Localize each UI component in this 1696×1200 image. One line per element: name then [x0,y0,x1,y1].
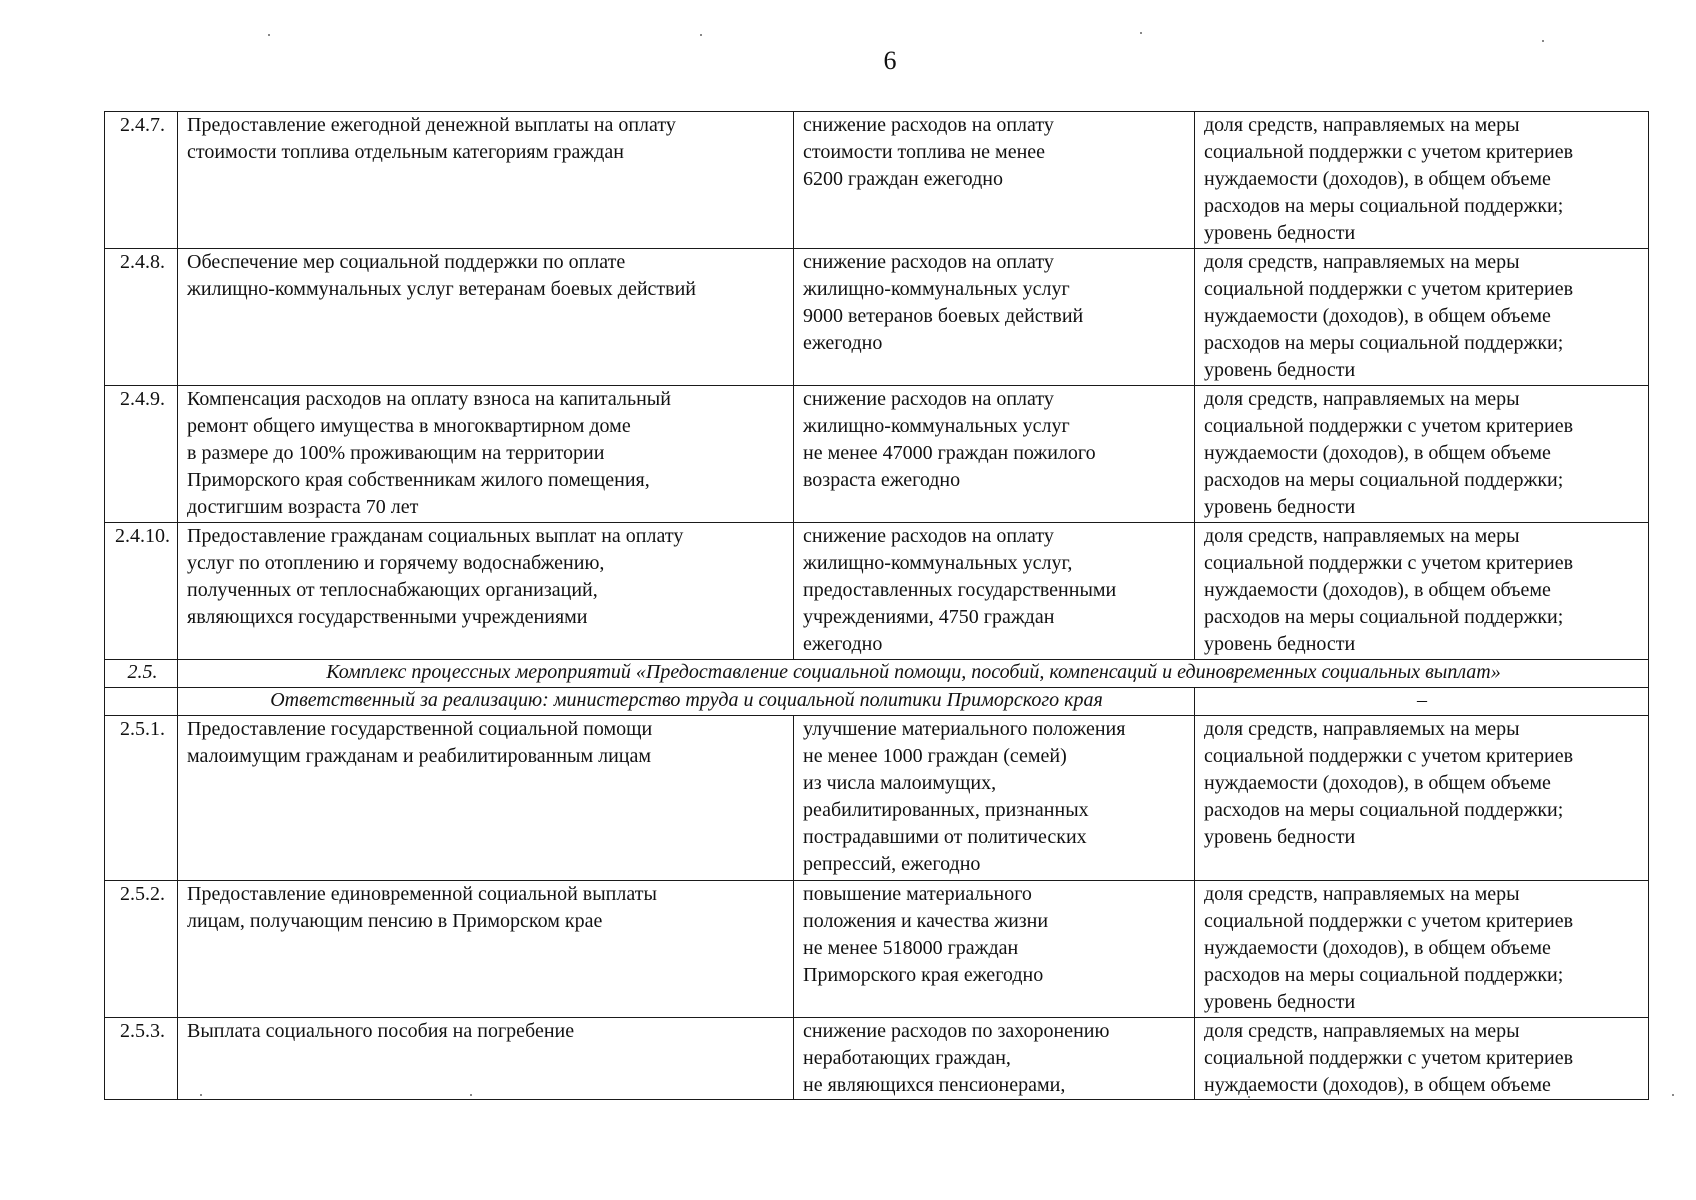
expected-result: снижение расходов на оплату жилищно-коммунальных услуг не менее 47000 граждан пожилого возраста ежегодно [794,386,1195,523]
section-header-row [105,660,1649,688]
responsible-number-cell [105,688,178,716]
indicator: доля средств, направляемых на меры социальной поддержки с учетом критериев нуждаемости (доходов), в общем объеме расходов на меры социальной поддержки; уровень бедности [1195,386,1649,523]
table-row [105,1018,1649,1100]
section-number: 2.5. [105,660,178,688]
table-row [105,523,1649,660]
responsible-dash: – [1195,688,1649,716]
section-title: Комплекс процессных мероприятий «Предоставление социальной помощи, пособий, компенсаций и единовременных социальных выплат» [178,660,1649,688]
indicator: доля средств, направляемых на меры социальной поддержки с учетом критериев нуждаемости (доходов), в общем объеме расходов на меры социальной поддержки; уровень бедности [1195,881,1649,1018]
expected-result: снижение расходов на оплату жилищно-коммунальных услуг, предоставленных государственными учреждениями, 4750 граждан ежегодно [794,523,1195,660]
measure-name: Предоставление единовременной социальной выплаты лицам, получающим пенсию в Приморском крае [178,881,794,1018]
indicator: доля средств, направляемых на меры социальной поддержки с учетом критериев нуждаемости (доходов), в общем объеме расходов на меры социальной поддержки; уровень бедности [1195,249,1649,386]
row-number: 2.4.7. [105,112,178,249]
row-number: 2.4.9. [105,386,178,523]
table-row [105,386,1649,523]
expected-result: улучшение материального положения не менее 1000 граждан (семей) из числа малоимущих, реабилитированных, признанных пострадавшими от политических репрессий, ежегодно [794,716,1195,881]
row-number: 2.5.2. [105,881,178,1018]
measure-name: Предоставление гражданам социальных выплат на оплату услуг по отоплению и горячему водоснабжению, полученных от теплоснабжающих организаций, являющихся государственными учреждениями [178,523,794,660]
measure-name: Предоставление ежегодной денежной выплаты на оплату стоимости топлива отдельным категориям граждан [178,112,794,249]
measure-name: Предоставление государственной социальной помощи малоимущим гражданам и реабилитированным лицам [178,716,794,881]
expected-result: снижение расходов на оплату жилищно-коммунальных услуг 9000 ветеранов боевых действий ежегодно [794,249,1195,386]
measures-table [104,111,1649,1100]
table-row [105,112,1649,249]
table-row [105,249,1649,386]
indicator: доля средств, направляемых на меры социальной поддержки с учетом критериев нуждаемости (доходов), в общем объеме расходов на меры социальной поддержки; уровень бедности [1195,716,1649,881]
row-number: 2.5.1. [105,716,178,881]
responsible-label: Ответственный за реализацию: министерство труда и социальной политики Приморского края [178,688,1195,716]
table-row [105,881,1649,1018]
table-row [105,716,1649,881]
row-number: 2.5.3. [105,1018,178,1100]
indicator: доля средств, направляемых на меры социальной поддержки с учетом критериев нуждаемости (доходов), в общем объеме расходов на меры социальной поддержки; уровень бедности [1195,523,1649,660]
measure-name: Обеспечение мер социальной поддержки по оплате жилищно-коммунальных услуг ветеранам боевых действий [178,249,794,386]
expected-result: снижение расходов по захоронению неработающих граждан, не являющихся пенсионерами, [794,1018,1195,1100]
row-number: 2.4.8. [105,249,178,386]
page-number: 6 [883,46,897,75]
responsible-row [105,688,1649,716]
measure-name: Выплата социального пособия на погребение [178,1018,794,1100]
indicator: доля средств, направляемых на меры социальной поддержки с учетом критериев нуждаемости (доходов), в общем объеме расходов на меры социальной поддержки; уровень бедности [1195,112,1649,249]
indicator: доля средств, направляемых на меры социальной поддержки с учетом критериев нуждаемости (доходов), в общем объеме [1195,1018,1649,1100]
expected-result: повышение материального положения и качества жизни не менее 518000 граждан Приморского края ежегодно [794,881,1195,1018]
row-number: 2.4.10. [105,523,178,660]
measure-name: Компенсация расходов на оплату взноса на капитальный ремонт общего имущества в многоквартирном доме в размере до 100% проживающим на территории Приморского края собственникам жилого помещения, достигшим возраста 70 лет [178,386,794,523]
expected-result: снижение расходов на оплату стоимости топлива не менее 6200 граждан ежегодно [794,112,1195,249]
